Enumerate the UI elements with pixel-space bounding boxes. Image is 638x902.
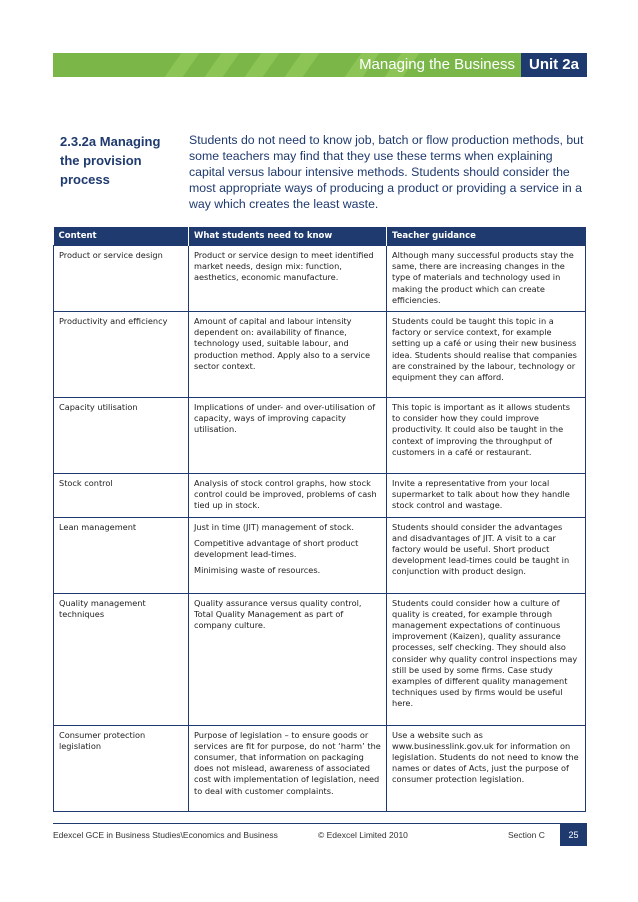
know-paragraph: Just in time (JIT) management of stock.: [194, 521, 354, 532]
content-cell: Productivity and efficiency: [54, 312, 189, 398]
content-cell: Lean management: [54, 517, 189, 593]
know-cell: [189, 312, 387, 398]
section-intro: Students do not need to know job, batch or flow production methods, but some teachers may find that they use these terms when explaining capital versus labour intensive methods. Students should consider the most appropriate ways of producing a product or providing a service in a way which creates the least waste.: [189, 133, 584, 211]
know-paragraph: Implications of under- and over-utilisation of capacity, ways of improving capacity utilisation.: [194, 402, 376, 435]
footer-section: Section C: [508, 830, 545, 840]
column-header-guidance: Teacher guidance: [387, 227, 586, 246]
table-row: [54, 246, 586, 312]
guidance-cell: This topic is important as it allows students to consider how they could improve productivity. It could also be taught in the context of improving the throughput of customers in a café or restaurant.: [387, 398, 586, 474]
guidance-cell: Students could consider how a culture of quality is created, for example through management expectations of continuous improvement (Kaizen), quality assurance processes, self checking. They should also consider why quality control inspections may still be used by some firms. Case study examples of different quality management techniques used by firms would be useful here.: [387, 593, 586, 725]
table-row: [54, 517, 586, 593]
content-cell: Quality management techniques: [54, 593, 189, 725]
know-paragraph: Product or service design to meet identified market needs, design mix: function, aesthetics, economic manufacture.: [194, 250, 374, 283]
know-cell: [189, 517, 387, 593]
guidance-cell: Students should consider the advantages and disadvantages of JIT. A visit to a car factory would be useful. Short product development lead-times could be taught in conjunction with product design.: [387, 517, 586, 593]
table-row: [54, 725, 586, 811]
know-paragraph: Analysis of stock control graphs, how stock control could be improved, problems of cash tied up in stock.: [194, 478, 377, 511]
column-header-know: What students need to know: [189, 227, 387, 246]
table-header-row: [54, 227, 586, 246]
guidance-cell: Students could be taught this topic in a factory or service context, for example setting up a café or using their new business idea. Students should realise that companies are constrained by the labour, technology or equipment they can afford.: [387, 312, 586, 398]
know-cell: [189, 246, 387, 312]
page-number: 25: [560, 824, 587, 846]
content-cell: Product or service design: [54, 246, 189, 312]
table-row: [54, 398, 586, 474]
know-paragraph: Purpose of legislation – to ensure goods or services are fit for purpose, do not ‘harm’ the consumer, that information on packaging does not mislead, awareness of associated cost with implementation of legislation, need to deal with customer complaints.: [194, 729, 381, 796]
know-paragraph: Quality assurance versus quality control, Total Quality Management as part of company culture.: [194, 597, 362, 631]
content-cell: Consumer protection legislation: [54, 725, 189, 811]
table-row: [54, 312, 586, 398]
know-cell: [189, 593, 387, 725]
know-cell: [189, 398, 387, 474]
table-row: [54, 474, 586, 518]
guidance-cell: Use a website such as www.businesslink.gov.uk for information on legislation. Students do not need to know the names or dates of Acts, just the purpose of consumer protection legislation.: [387, 725, 586, 811]
table-row: [54, 593, 586, 725]
content-cell: Stock control: [54, 474, 189, 518]
footer-publication: Edexcel GCE in Business Studies\Economics and Business: [53, 830, 278, 840]
header-title: Managing the Business: [359, 56, 515, 73]
content-cell: Capacity utilisation: [54, 398, 189, 474]
know-paragraph: Minimising waste of resources.: [194, 565, 321, 576]
header-band: [53, 53, 587, 77]
know-paragraph: Amount of capital and labour intensity dependent on: availability of finance, technology used, suitable labour, and production method. Apply also to a service sector context.: [194, 316, 371, 371]
footer-rule: [53, 823, 587, 824]
footer-copyright: © Edexcel Limited 2010: [318, 830, 408, 840]
know-cell: [189, 474, 387, 518]
know-paragraph: Competitive advantage of short product development lead-times.: [194, 537, 359, 560]
section-heading: 2.3.2a Managing the provision process: [60, 134, 161, 187]
unit-label: Unit 2a: [521, 53, 587, 77]
guidance-cell: Invite a representative from your local supermarket to talk about how they handle stock control and wastage.: [387, 474, 586, 518]
know-cell: [189, 725, 387, 811]
guidance-cell: Although many successful products stay the same, there are increasing changes in the type of materials and technology used in making the product which can create efficiencies.: [387, 246, 586, 312]
column-header-content: Content: [54, 227, 189, 246]
content-table: [53, 227, 586, 812]
